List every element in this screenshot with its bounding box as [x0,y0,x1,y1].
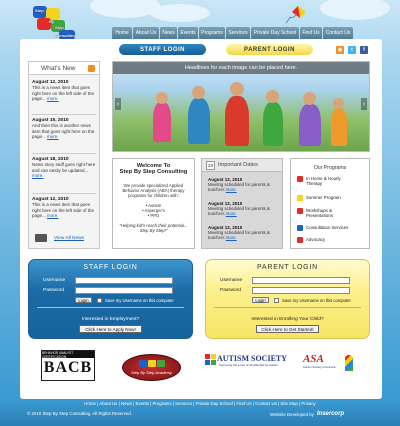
asa-logo-tagline: Autism Society of America [303,365,336,369]
facebook-icon[interactable]: f [360,46,368,54]
news-text: And then this is another news item that goes right here on the page... [32,123,95,140]
parent-password-input[interactable] [252,287,350,294]
list-item [208,225,278,240]
divider [32,193,96,194]
puzzle-piece-icon [297,195,303,201]
whats-new-box [28,61,100,249]
remember-label: Save my Username on this computer [282,298,351,303]
parent-login-panel [205,259,370,339]
welcome-title [113,163,194,176]
important-dates-title: Important Dates [202,159,282,172]
staff-login-submit-button[interactable]: Login [75,297,92,303]
photo-child-head [156,92,168,104]
chevron-left-icon[interactable]: ‹ [115,98,121,110]
nav-private-day-school[interactable]: Private Day School [251,27,299,39]
puzzle-piece-icon [297,208,303,214]
welcome-list-item: • Asperger's [142,208,165,213]
program-label: Summer Program [306,195,341,200]
autism-society-text: AUTISM SOCIETY [217,354,288,363]
program-item[interactable] [297,208,356,218]
nav-events[interactable]: Events [178,27,198,39]
bacb-logo[interactable] [41,350,95,381]
our-programs-box [290,158,370,249]
news-more-link[interactable]: more. [47,96,59,102]
welcome-quote: "Helping kid's reach their potential... Step By Step!" [119,223,188,233]
our-programs-title: Our Programs [313,165,347,171]
photo-child [153,102,171,142]
twitter-icon[interactable]: t [348,46,356,54]
cloud-decoration [150,4,210,22]
important-dates-box [201,158,283,249]
news-text: This is a news item that goes right here on the left side of the page... [32,85,95,102]
calendar-icon: 23 [207,163,213,168]
enrollment-question: Interested in Enrolling Your Child? [251,317,324,322]
welcome-title-line1: Welcome To [136,163,171,169]
employment-question: Interested in Employment? [81,317,140,322]
autism-society-logo[interactable] [205,353,298,369]
photo-child-head [303,92,316,105]
developed-by-label: Website Developed by [270,411,314,417]
laptop-icon [35,234,47,242]
list-item [32,197,97,219]
staff-login-title: STAFF LOGIN [83,264,138,271]
program-item[interactable] [297,225,366,231]
list-item [32,80,97,102]
nav-about-us[interactable]: About Us [133,27,159,39]
event-text: Meeting scheduled for parents & teachers [208,182,270,192]
list-item [208,177,278,192]
event-text: Meeting scheduled for parents & teachers [208,230,270,240]
autism-society-tagline: Improving the Lives of All Affected by Autism [219,363,279,367]
password-label: Password [43,288,65,293]
welcome-title-line2: Step By Step Consulting [119,169,188,176]
event-text: Meeting scheduled for parents & teachers [208,206,270,216]
rss-icon[interactable]: ◉ [337,47,343,53]
developer-logo[interactable]: Insercorp [316,411,345,417]
news-more-link[interactable]: more. [32,173,44,179]
photo-child-head [192,86,205,99]
photo-child [225,96,249,146]
autism-ribbon-icon [345,355,353,371]
puzzle-piece-green [157,360,165,367]
photo-child [188,98,210,144]
logo-text: By [49,19,55,24]
rss-icon[interactable] [88,65,95,72]
event-more-link[interactable]: more. [225,187,237,192]
view-all-news-link[interactable]: View All News [54,236,85,241]
divider [32,114,96,115]
welcome-list-item: • PPD [147,213,160,218]
step-by-step-academy-logo[interactable] [122,354,181,381]
event-date: August 12, 2010 [208,225,243,230]
event-more-link[interactable]: more. [225,211,237,216]
get-started-button[interactable]: Click Here to Get Started! [256,325,319,333]
puzzle-piece-icon [297,237,303,243]
nav-services[interactable]: Services [226,27,250,39]
cloud-decoration [320,0,390,20]
list-item [208,201,278,216]
puzzle-icon [205,354,216,365]
staff-remember-checkbox[interactable] [97,298,102,303]
remember-label: Save my Username on this computer [105,298,174,303]
event-date: August 12, 2010 [208,201,243,206]
news-date: August 12, 2010 [32,197,69,202]
developer-credit [270,411,344,417]
program-item[interactable] [297,176,356,186]
welcome-list-item: • Autism [145,203,162,208]
staff-login-button[interactable]: STAFF LOGIN [119,44,206,55]
program-label: Consultation Services [306,225,349,230]
username-label: Username [220,278,243,283]
list-item [32,118,97,140]
logo-text: Consulting [55,33,76,38]
nav-news[interactable]: News [160,27,177,39]
program-item[interactable] [297,237,325,243]
news-more-link[interactable]: more. [47,134,59,140]
nav-programs[interactable]: Programs [199,27,225,39]
welcome-intro: We provide specialized Applied Behavior Analysis (ABA) therapy programs for children with: [122,183,185,198]
puzzle-piece-icon [297,176,303,182]
news-date: August 12, 2010 [32,80,69,85]
news-text: This is a news item that goes right here on the left side of the page... [32,202,95,219]
photo-child [299,104,321,146]
welcome-box [112,158,195,249]
whats-new-title: What's New [29,62,99,75]
chevron-right-icon[interactable]: › [361,98,367,110]
kite-icon [286,6,306,24]
puzzle-piece-yellow [148,360,156,367]
password-label: Password [220,288,242,293]
program-item[interactable] [297,195,356,201]
divider [32,153,96,154]
hero-slideshow[interactable] [112,61,370,152]
list-item [32,157,97,179]
news-text: News story stuff goes right here and can easily be updated... [32,162,96,173]
photo-child-head [333,98,344,109]
photo-child [263,102,283,146]
bacb-logo-text: BACB [43,359,93,376]
cloud-decoration [90,0,160,18]
parent-login-title: PARENT LOGIN [256,264,319,271]
photo-child-head [266,90,279,103]
nav-contact-us[interactable]: Contact Us [323,27,353,39]
footer-nav[interactable]: Home | About Us | News | Events | Programs | Services | Private Day School | Find Us | Contact Us | Site Map | Privacy [84,401,316,406]
photo-child [331,108,347,146]
program-label: Workshops & Presentations [306,208,333,218]
asa-logo-text: ASA [303,353,324,365]
event-more-link[interactable]: more. [225,235,237,240]
apply-now-button[interactable]: Click Here to Apply Now! [79,325,142,333]
copyright: © 2010 Step By Step Consulting. All Rights Reserved. [27,411,133,416]
event-date: August 12, 2010 [208,177,243,182]
puzzle-piece-blue [139,360,147,367]
nav-find-us[interactable]: Find Us [300,27,322,39]
program-label: Advocacy [306,237,326,242]
parent-login-submit-button[interactable]: Login [252,297,269,303]
nav-home[interactable]: Home [112,27,132,39]
puzzle-piece-icon [297,225,303,231]
divider [37,307,184,308]
main-nav [112,27,370,39]
bacb-logo-top: BEHAVIOR ANALYST CERTIFICATION [42,351,94,358]
program-label: In Home & Hourly Therapy [306,176,341,186]
staff-login-panel [28,259,193,339]
asa-logo[interactable] [303,353,345,369]
parent-username-input[interactable] [252,277,350,284]
news-date: August 18, 2010 [32,157,69,162]
username-label: Username [43,278,66,283]
news-date: August 15, 2010 [32,118,69,123]
photo-child-head [230,82,244,96]
staff-username-input[interactable] [75,277,173,284]
staff-password-input[interactable] [75,287,173,294]
logo-text: Step [55,25,64,30]
logo-text: Step [35,8,44,13]
news-more-link[interactable]: more. [47,213,59,219]
parent-login-button[interactable]: PARENT LOGIN [226,44,313,55]
academy-logo-text: Step By Step Academy [131,370,172,375]
divider [214,307,361,308]
hero-caption: Headlines for each image can be placed here. [113,62,369,74]
parent-remember-checkbox[interactable] [274,298,279,303]
